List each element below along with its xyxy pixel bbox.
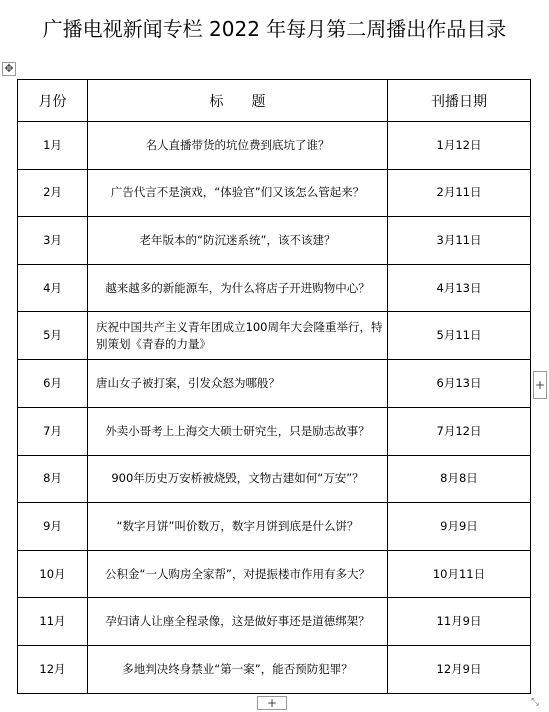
cell-date[interactable]: 10月11日 (388, 550, 531, 598)
cell-title[interactable]: “数字月饼”叫价数万，数字月饼到底是什么饼？ (88, 503, 388, 551)
cell-month[interactable]: 7月 (18, 407, 88, 455)
table-header-row (18, 80, 531, 122)
table-resize-icon[interactable]: ⤡ (531, 697, 539, 708)
cell-date[interactable]: 6月13日 (388, 360, 531, 408)
header-date[interactable]: 刊播日期 (388, 80, 531, 122)
cell-month[interactable]: 9月 (18, 503, 88, 551)
cell-title[interactable]: 900年历史万安桥被烧毁，文物古建如何“万安”？ (88, 455, 388, 503)
cell-month[interactable]: 6月 (18, 360, 88, 408)
table-row (18, 455, 531, 503)
table-row (18, 503, 531, 551)
table-row (18, 360, 531, 408)
cell-title[interactable]: 孕妇请人让座全程录像，这是做好事还是道德绑架？ (88, 598, 388, 646)
table-row (18, 598, 531, 646)
cell-date[interactable]: 7月12日 (388, 407, 531, 455)
add-row-button[interactable]: + (257, 696, 287, 710)
cell-title[interactable]: 外卖小哥考上上海交大硕士研究生，只是励志故事？ (88, 407, 388, 455)
cell-month[interactable]: 12月 (18, 645, 88, 693)
document-title: 广播电视新闻专栏 2022 年每月第二周播出作品目录 (42, 17, 507, 41)
cell-title[interactable]: 广告代言不是演戏，“体验官”们又该怎么管起来？ (88, 169, 388, 217)
cell-date[interactable]: 4月13日 (388, 264, 531, 312)
cell-month[interactable]: 1月 (18, 122, 88, 170)
cell-date[interactable]: 8月8日 (388, 455, 531, 503)
cell-month[interactable]: 2月 (18, 169, 88, 217)
cell-date[interactable]: 5月11日 (388, 312, 531, 360)
add-column-button[interactable]: + (533, 371, 547, 399)
cell-month[interactable]: 4月 (18, 264, 88, 312)
table-row (18, 550, 531, 598)
header-title[interactable]: 标 题 (88, 80, 388, 122)
table-row (18, 407, 531, 455)
table-row (18, 122, 531, 170)
cell-date[interactable]: 9月9日 (388, 503, 531, 551)
cell-title[interactable]: 公积金“一人购房全家帮”，对提振楼市作用有多大？ (88, 550, 388, 598)
table-row (18, 264, 531, 312)
cell-month[interactable]: 3月 (18, 217, 88, 265)
table-row (18, 217, 531, 265)
cell-title[interactable]: 唐山女子被打案，引发众怒为哪般？ (88, 360, 388, 408)
cell-month[interactable]: 5月 (18, 312, 88, 360)
cell-title[interactable]: 庆祝中国共产主义青年团成立100周年大会隆重举行，特别策划《青春的力量》 (88, 312, 388, 360)
cell-date[interactable]: 3月11日 (388, 217, 531, 265)
cell-title[interactable]: 多地判决终身禁业“第一案”，能否预防犯罪？ (88, 645, 388, 693)
table-move-icon[interactable]: ✥ (2, 62, 16, 76)
cell-title[interactable]: 老年版本的“防沉迷系统”，该不该建？ (88, 217, 388, 265)
catalog-table (17, 79, 531, 694)
cell-title[interactable]: 名人直播带货的坑位费到底坑了谁？ (88, 122, 388, 170)
cell-month[interactable]: 8月 (18, 455, 88, 503)
cell-date[interactable]: 11月9日 (388, 598, 531, 646)
cell-date[interactable]: 12月9日 (388, 645, 531, 693)
cell-date[interactable]: 1月12日 (388, 122, 531, 170)
header-month[interactable]: 月份 (18, 80, 88, 122)
table-row (18, 645, 531, 693)
table-row (18, 312, 531, 360)
table-row (18, 169, 531, 217)
cell-month[interactable]: 10月 (18, 550, 88, 598)
cell-title[interactable]: 越来越多的新能源车，为什么将店子开进购物中心？ (88, 264, 388, 312)
cell-month[interactable]: 11月 (18, 598, 88, 646)
cell-date[interactable]: 2月11日 (388, 169, 531, 217)
